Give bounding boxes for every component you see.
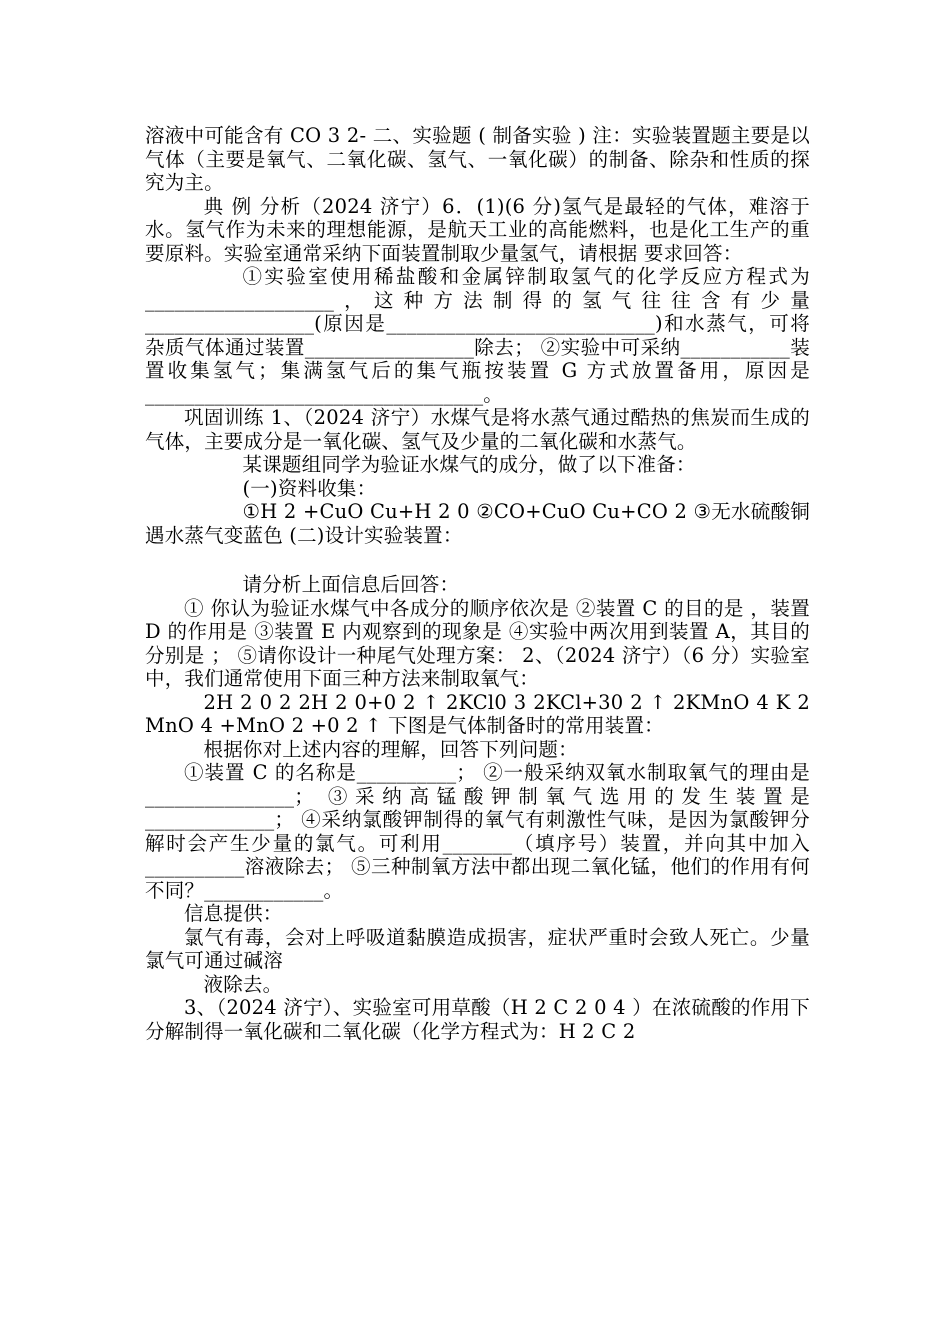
paragraph-4: 巩固训练 1、（2024 济宁）水煤气是将水蒸气通过酷热的焦炭而生成的气体，主要成分是一氧化碳、氢气及少量的二氧化碳和水蒸气。 xyxy=(145,406,810,453)
paragraph-6: (一)资料收集： xyxy=(242,476,377,500)
paragraph-7: ①H 2 +CuO Cu+H 2 0 ②CO+CuO Cu+CO 2 ③无水硫酸铜遇水蒸气变蓝色 (二)设计实验装置： xyxy=(145,500,810,547)
paragraph-5: 某课题组同学为验证水煤气的成分，做了以下准备： xyxy=(242,453,696,476)
paragraph-2: 典 例 分析（2024 济宁）6．(1)(6 分)氢气是最轻的气体，难溶于水。氢气作为未来的理想能源，是航天工业的高能燃料，也是化工生产的重要原料。实验室通常采纳下面装置制取少量氢气，请根据 要求回答： xyxy=(145,194,810,265)
figure-placeholder xyxy=(145,547,810,573)
paragraph-9: ① 你认为验证水煤气中各成分的顺序依次是 ②装置 C 的目的是 ，装置 D 的作用是 ③装置 E 内观察到的现象是 ④实验中两次用到装置 A，其目的分别是 ； ⑤请你设计一种尾气处理方案： 2、（2024 济宁）（6 分）实验室中，我们通常使用下面三种方法来制取氧气： xyxy=(145,596,810,690)
paragraph-1: 溶液中可能含有 CO 3 2- 二、实验题 ( 制备实验 ) 注：实验装置题主要是以气体（主要是氧气、二氧化碳、氢气、一氧化碳）的制备、除杂和性质的探究为主。 xyxy=(145,124,810,194)
paragraph-13: 信息提供： xyxy=(184,902,283,925)
paragraph-11: 根据你对上述内容的理解，回答下列问题： xyxy=(203,737,578,761)
document-body xyxy=(145,124,810,1043)
paragraph-10: 2H 2 0 2 2H 2 0+0 2 ↑ 2KCl0 3 2KCl+30 2 ↑ 2KMnO 4 K 2 MnO 4 +MnO 2 +0 2 ↑ 下图是气体制备时的常用装置： xyxy=(145,690,810,737)
paragraph-16: 3、（2024 济宁）、实验室可用草酸（H 2 C 2 0 4 ）在浓硫酸的作用下分解制得一氧化碳和二氧化碳（化学方程式为：H 2 C 2 xyxy=(145,996,810,1043)
paragraph-8: 请分析上面信息后回答： xyxy=(242,573,460,596)
paragraph-12: ①装置 C 的名称是__________； ②一般采纳双氧水制取氧气的理由是_______________； ③采纳高锰酸钾制氧气选用的发生装置是_____________； ④采纳氯酸钾制得的氧气有刺激性气味，是因为氯酸钾分解时会产生少量的氯气。可利用_______（填序号）装置，并向其中加入__________溶液除去； ⑤三种制氧方法中都出现二氧化锰，他们的作用有何不同？____________。 xyxy=(145,761,810,902)
paragraph-3: ①实验室使用稀盐酸和金属锌制取氢气的化学反应方程式为___________________，这种方法制得的氢气往往含有少量_________________(原因是___________________________)和水蒸气，可将杂质气体通过装置_________________除去； ②实验中可采纳___________装置收集氢气；集满氢气后的集气瓶按装置 G 方式放置备用，原因是__________________________________。 xyxy=(145,265,810,406)
paragraph-15: 液除去。 xyxy=(203,972,283,996)
paragraph-14: 氯气有毒，会对上呼吸道黏膜造成损害，症状严重时会致人死亡。少量氯气可通过碱溶 xyxy=(145,925,810,972)
